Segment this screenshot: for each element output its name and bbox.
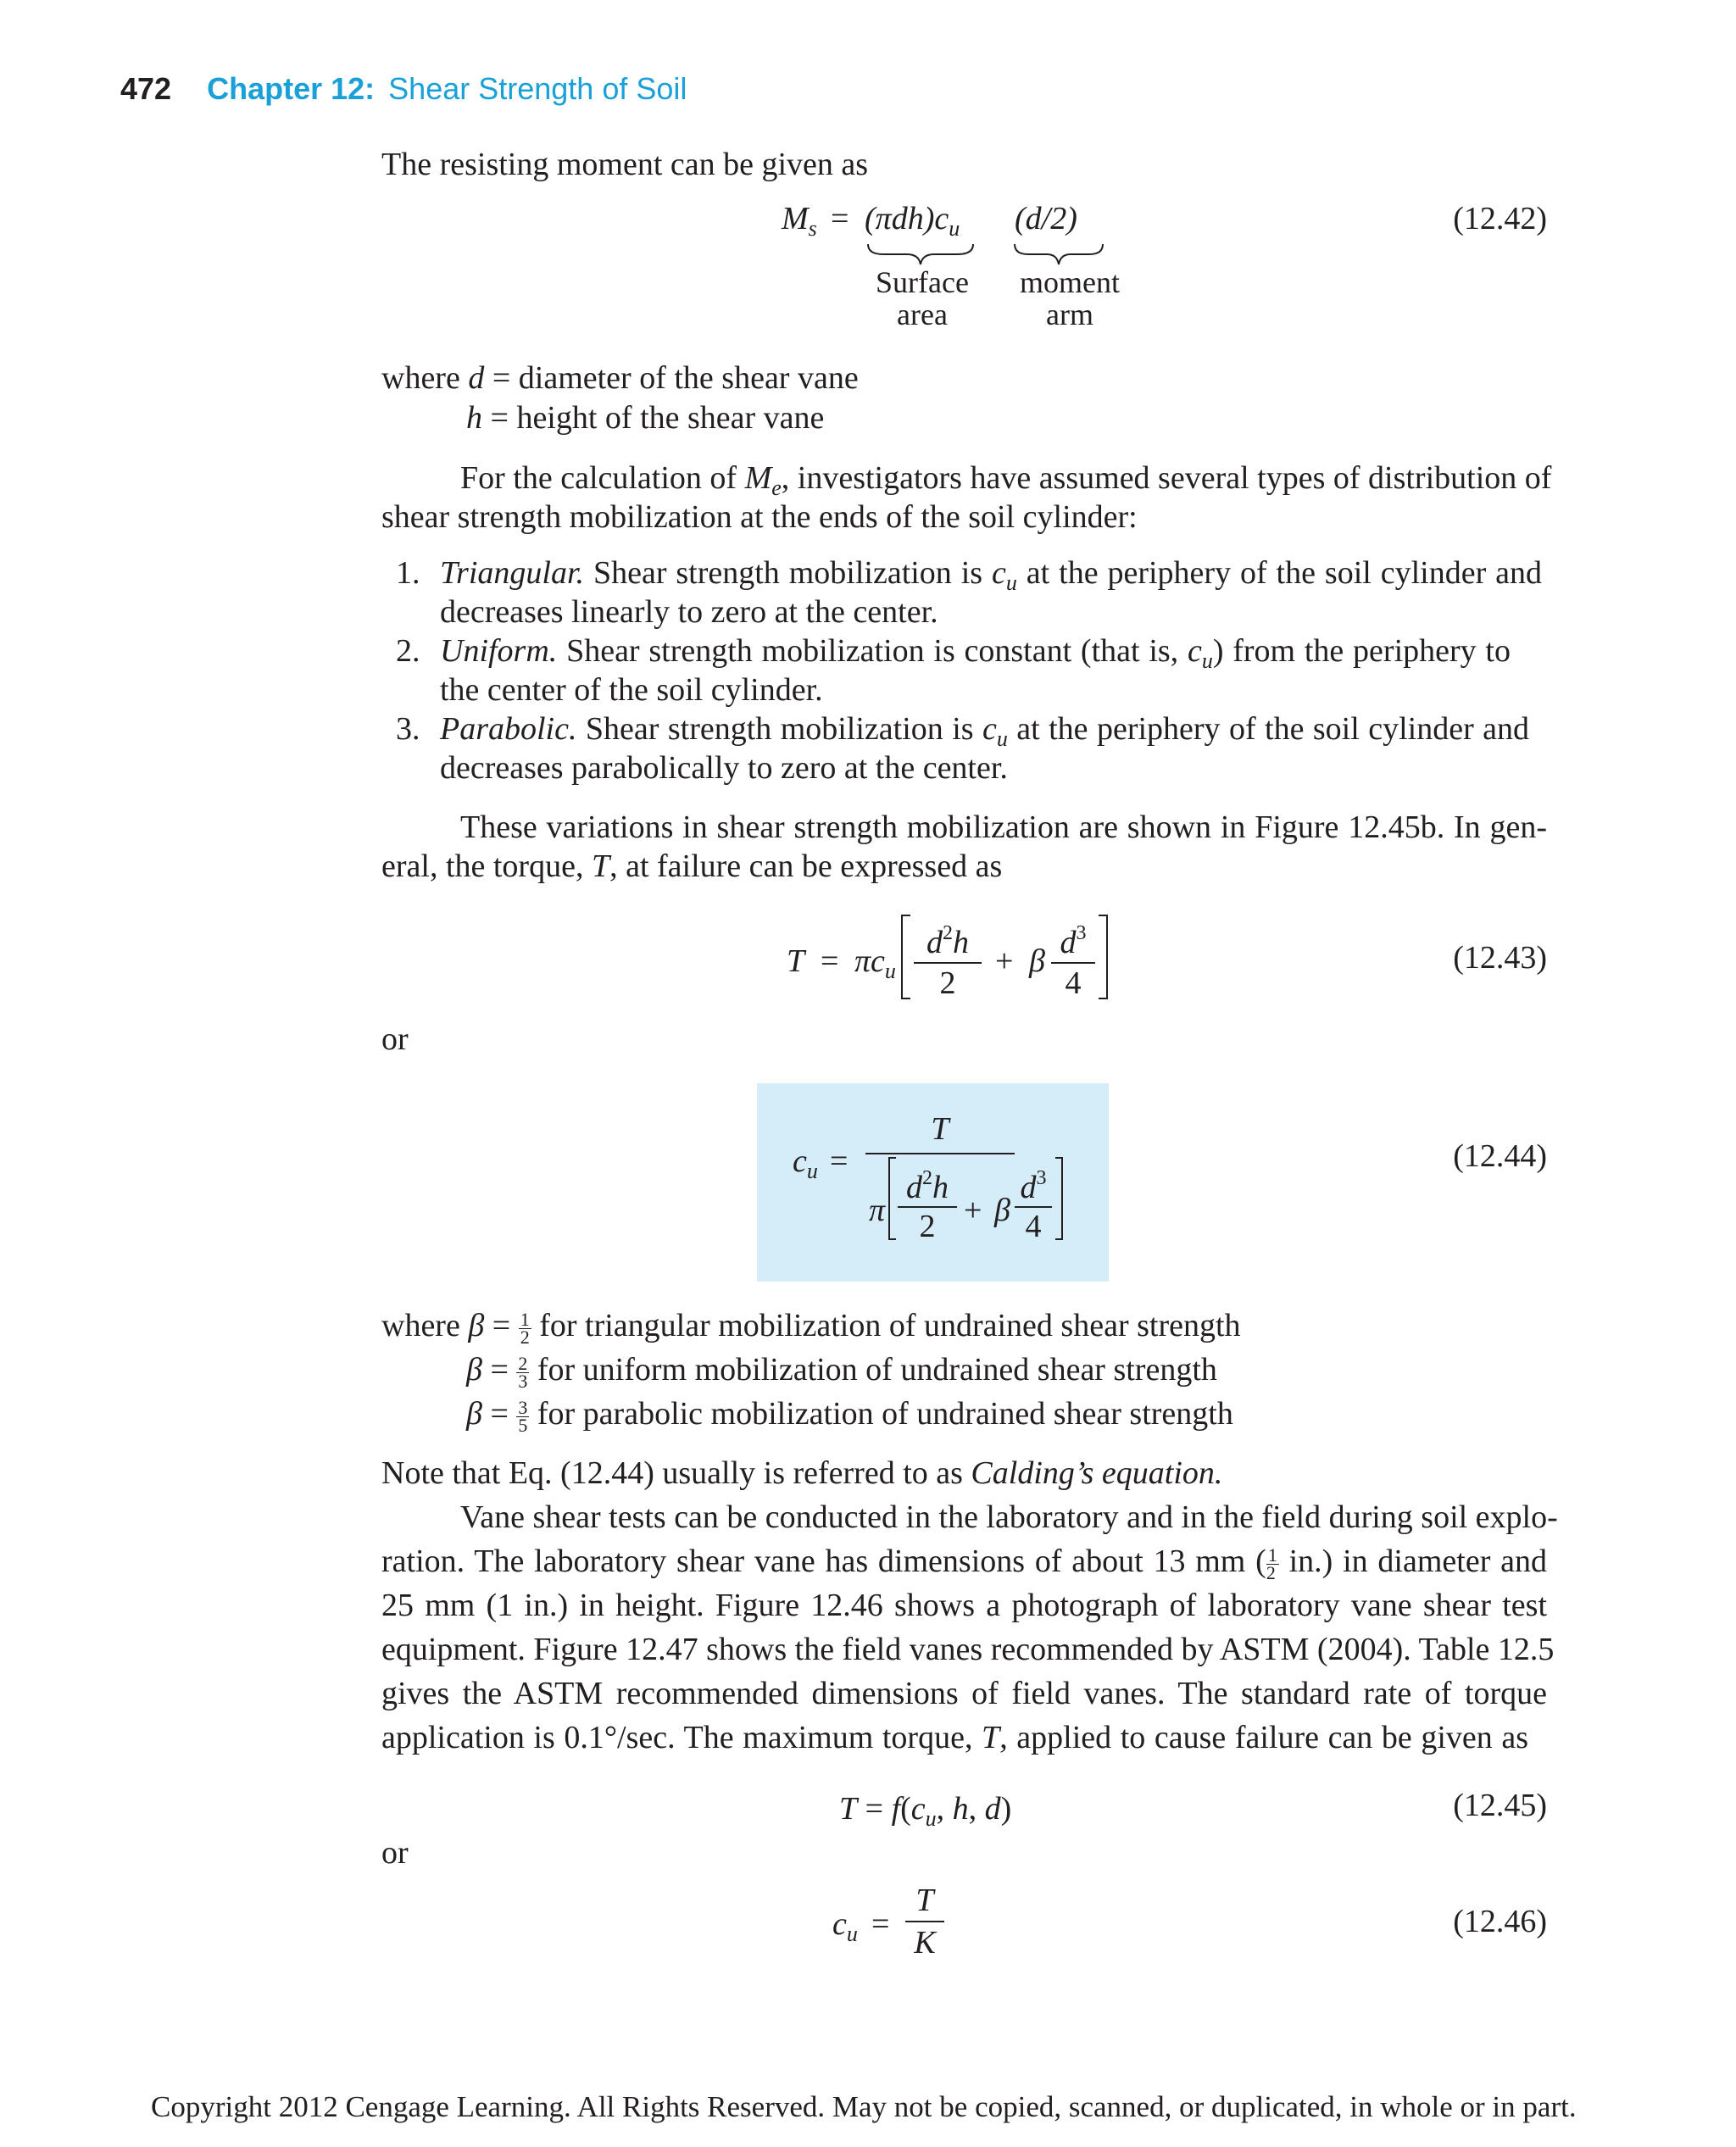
- eq-number-12-44: (12.44): [1453, 1138, 1547, 1174]
- where-h-line: h = height of the shear vane: [466, 400, 825, 436]
- list-item-1-line2: decreases linearly to zero at the center.: [440, 594, 938, 630]
- eq-number-12-42: (12.42): [1453, 201, 1547, 236]
- chapter-title: Shear Strength of Soil: [388, 71, 687, 106]
- para-vane-line4: equipment. Figure 12.47 shows the field vanes recommended by ASTM (2004). Table 12.5: [381, 1632, 1555, 1667]
- equation-12-45: $T = f(c_u$, h, d): [839, 1791, 1012, 1831]
- fraction-three-fifths: $\frac{3}{5}$: [518, 1396, 528, 1436]
- eq-term-surface: (πdh)c: [865, 201, 949, 236]
- list-item-3-line1: Parabolic. Shear strength mobilization is $c_u$ at the periphery of the soil cylinder and: [440, 711, 1530, 751]
- para-vane-line6: application is 0.1°/sec. The maximum torque, T, applied to cause failure can be given as: [381, 1720, 1529, 1755]
- para-me-line1: For the calculation of $M_e$, investigators have assumed several types of distribution of: [460, 460, 1552, 500]
- para-variations-line2: eral, the torque, T, at failure can be expressed as: [381, 848, 1003, 884]
- list-item-1-line1: Triangular. Shear strength mobilization is $c_u$ at the periphery of the soil cylinder and: [440, 555, 1543, 595]
- beta-line-1: where β = $\frac{1}{2}$ for triangular mobilization of undrained shear strength: [381, 1308, 1241, 1348]
- intro-text: The resisting moment can be given as: [381, 147, 869, 182]
- eq-number-12-43: (12.43): [1453, 940, 1547, 976]
- eq-number-12-46: (12.46): [1453, 1904, 1547, 1939]
- page-header: [120, 71, 687, 107]
- eq-lhs-sub: s: [808, 216, 817, 241]
- beta-line-3: β = $\frac{3}{5}$ for parabolic mobilization of undrained shear strength: [466, 1396, 1233, 1436]
- eq-term-arm: (d/2): [1015, 201, 1077, 236]
- para-vane-line1: Vane shear tests can be conducted in the laboratory and in the field during soil explo-: [460, 1499, 1558, 1535]
- label-surface-area: Surface area: [876, 265, 969, 331]
- fraction-two-thirds: $\frac{2}{3}$: [518, 1352, 528, 1392]
- eq-lhs: M: [782, 201, 809, 236]
- para-vane-line5: gives the ASTM recommended dimensions of field vanes. The standard rate of torque: [381, 1676, 1547, 1711]
- copyright-footer: Copyright 2012 Cengage Learning. All Rights Reserved. May not be copied, scanned, or duplicated, in whole or in part.: [151, 2090, 1577, 2123]
- chapter-label: Chapter 12:: [207, 71, 376, 106]
- or-1: or: [381, 1021, 409, 1057]
- beta-line-2: β = $\frac{2}{3}$ for uniform mobilization of undrained shear strength: [466, 1352, 1217, 1392]
- fraction-one-half: $\frac{1}{2}$: [520, 1308, 530, 1348]
- label-moment-arm: moment arm: [1020, 265, 1120, 331]
- para-vane-line2: ration. The laboratory shear vane has dimensions of about 13 mm ( $\frac{1}{2}$ in.) in diameter and: [381, 1544, 1547, 1583]
- list-item-2-line1: Uniform. Shear strength mobilization is constant (that is, $c_u$) from the periphery to: [440, 633, 1511, 673]
- list-item-2-line2: the center of the soil cylinder.: [440, 672, 823, 708]
- or-2: or: [381, 1835, 409, 1871]
- note-line: Note that Eq. (12.44) usually is referred to as Calding’s equation.: [381, 1455, 1223, 1491]
- eq-term-surface-sub: u: [949, 216, 960, 241]
- list-item-2-number: 2.: [396, 633, 420, 669]
- list-item-1-number: 1.: [396, 555, 420, 591]
- page-number: 472: [120, 71, 172, 106]
- list-item-3-line2: decreases parabolically to zero at the center.: [440, 750, 1008, 786]
- underbrace-arm: [1013, 242, 1115, 268]
- para-vane-line3: 25 mm (1 in.) in height. Figure 12.46 shows a photograph of laboratory vane shear test: [381, 1588, 1547, 1623]
- list-item-3-number: 3.: [396, 711, 420, 747]
- para-variations-line1: These variations in shear strength mobilization are shown in Figure 12.45b. In gen-: [460, 809, 1547, 845]
- para-me-line2: shear strength mobilization at the ends of the soil cylinder:: [381, 499, 1138, 535]
- eq-number-12-45: (12.45): [1453, 1788, 1547, 1823]
- where-d-line: where d = diameter of the shear vane: [381, 360, 859, 396]
- fraction-half-inch: $\frac{1}{2}$: [1266, 1544, 1277, 1583]
